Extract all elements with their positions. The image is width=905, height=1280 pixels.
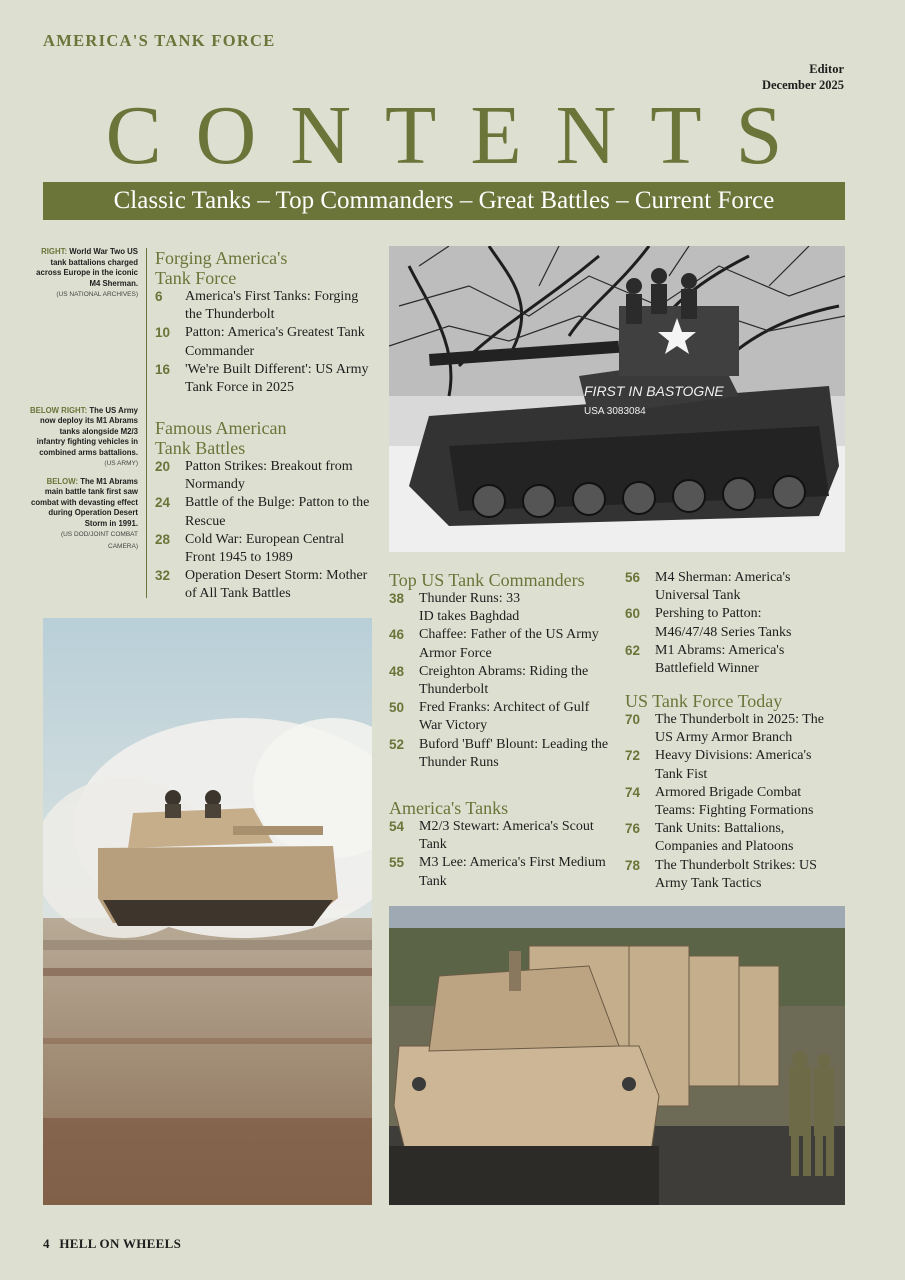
page-number: 72 (625, 748, 641, 764)
entry-title: Buford 'Buff' Blount: Leading the Thunder Runs (419, 736, 609, 770)
section-title: US Tank Force Today (625, 691, 783, 711)
page-number: 10 (155, 325, 171, 341)
toc-entry[interactable] (389, 699, 615, 735)
toc-entry[interactable] (625, 857, 840, 893)
caption-credit: (US NATIONAL ARCHIVES) (56, 291, 138, 298)
entry-title: Heavy Divisions: America's Tank Fist (655, 748, 812, 782)
toc-entry[interactable] (625, 642, 840, 678)
page-number: 62 (625, 642, 641, 658)
entry-title: M3 Lee: America's First Medium Tank (419, 855, 606, 889)
caption-abrams (30, 477, 138, 553)
toc-entry[interactable] (389, 626, 615, 662)
hull-slogan-text: FIRST IN BASTOGNE (584, 383, 724, 399)
entry-title: Creighton Abrams: Riding the Thunderbolt (419, 663, 589, 698)
toc-entry[interactable] (625, 820, 840, 856)
section-today (625, 691, 840, 893)
toc-entry[interactable] (389, 590, 615, 626)
section-title: Forging America's Tank Force (155, 248, 288, 288)
caption-text: The US Army now deploy its M1 Abrams tanks alongside M2/3 infantry fighting vehicles in combined arms battalions. (36, 405, 139, 457)
footer-publication: HELL ON WHEELS (59, 1236, 182, 1251)
section-forging (155, 248, 377, 397)
caption-divider (146, 248, 147, 598)
entry-title: M1 Abrams: America's Battlefield Winner (655, 642, 785, 677)
page-number: 70 (625, 712, 641, 727)
section-title: Famous American Tank Battles (155, 418, 287, 458)
entry-title: 'We're Built Different': US Army Tank Force in 2025 (185, 361, 369, 396)
toc-entry[interactable] (389, 736, 615, 772)
running-head: AMERICA'S TANK FORCE (43, 31, 276, 50)
page-number: 38 (389, 591, 405, 606)
hull-number-text: USA 3083084 (584, 406, 646, 417)
toc-entry[interactable] (155, 288, 377, 324)
page-number: 6 (155, 289, 163, 304)
entry-title: M2/3 Stewart: America's Scout Tank (419, 819, 594, 853)
issue-date: December 2025 (761, 78, 844, 92)
photo-captions (30, 247, 138, 559)
abrams-photo (43, 618, 372, 1205)
page-number: 76 (625, 821, 641, 837)
sherman-photo (389, 246, 845, 552)
caption-bradleys (30, 406, 138, 470)
toc-entry[interactable] (155, 567, 377, 603)
page-number: 78 (625, 857, 641, 873)
entry-title: The Thunderbolt in 2025: The US Army Armor Branch (655, 712, 825, 746)
toc-entry[interactable] (389, 663, 615, 699)
caption-tag: RIGHT: (41, 247, 68, 256)
page-title: CONTENTS (105, 89, 817, 182)
entry-title: America's First Tanks: Forging the Thunderbolt (185, 289, 359, 323)
toc-entry[interactable] (625, 569, 840, 605)
entry-title: Patton: America's Greatest Tank Commander (185, 325, 365, 359)
toc-entry[interactable] (389, 854, 615, 890)
entry-title: Thunder Runs: 33 ID takes Baghdad (419, 591, 521, 625)
toc-entry[interactable] (155, 324, 377, 360)
caption-tag: BELOW RIGHT: (30, 405, 88, 415)
page-number: 55 (389, 855, 405, 871)
page-number: 60 (625, 606, 641, 622)
page-number: 48 (389, 663, 405, 679)
entry-title: Chaffee: Father of the US Army Armor Force (419, 627, 599, 661)
toc-entry[interactable] (625, 711, 840, 747)
section-title: Top US Tank Commanders (389, 570, 585, 590)
entry-title: Cold War: European Central Front 1945 to 1989 (185, 531, 345, 566)
page-number: 16 (155, 361, 171, 377)
caption-text: The M1 Abrams main battle tank first saw combat with devasting effect during Operation Desert Storm in 1991. (30, 476, 138, 528)
caption-sherman (30, 247, 138, 301)
entry-title: The Thunderbolt Strikes: US Army Tank Tactics (655, 857, 817, 891)
page-number: 20 (155, 459, 171, 474)
toc-entry[interactable] (155, 494, 377, 530)
page-number: 74 (625, 784, 641, 800)
page-number: 28 (155, 531, 171, 547)
page-number: 24 (155, 495, 171, 511)
toc-entry[interactable] (625, 747, 840, 783)
page-number: 54 (389, 819, 405, 834)
toc-entry[interactable] (155, 361, 377, 397)
toc-entry[interactable] (155, 458, 377, 494)
section-tanks-continued (625, 569, 840, 678)
entry-title: Operation Desert Storm: Mother of All Tank Battles (185, 568, 368, 602)
entry-title: Tank Units: Battalions, Companies and Platoons (655, 821, 794, 855)
bradley-photo (389, 906, 845, 1205)
page-number: 50 (389, 700, 405, 716)
caption-text: World War Two US tank battalions charged across Europe in the iconic M4 Sherman. (36, 247, 138, 288)
entry-title: Armored Brigade Combat Teams: Fighting Formations (655, 784, 814, 819)
title-banner: Classic Tanks – Top Commanders – Great Battles – Current Force (43, 182, 845, 220)
toc-entry[interactable] (625, 605, 840, 641)
toc-entry[interactable] (625, 784, 840, 820)
section-title: America's Tanks (389, 798, 509, 818)
toc-entry[interactable] (155, 531, 377, 567)
section-battles (155, 418, 377, 604)
entry-title: Battle of the Bulge: Patton to the Rescue (185, 495, 370, 529)
page-number: 46 (389, 627, 405, 643)
entry-title: Patton Strikes: Breakout from Normandy (185, 459, 353, 493)
entry-title: M4 Sherman: America's Universal Tank (655, 570, 791, 604)
editor-label: Editor (809, 62, 844, 76)
caption-credit: (US ARMY) (104, 460, 138, 467)
toc-entry[interactable] (389, 818, 615, 854)
footer-page-number: 4 (43, 1236, 50, 1251)
entry-title: Fred Franks: Architect of Gulf War Victory (419, 700, 590, 734)
page-footer (43, 1236, 181, 1252)
section-commanders (389, 570, 615, 772)
section-tanks (389, 798, 615, 891)
entry-title: Pershing to Patton: M46/47/48 Series Tanks (655, 606, 792, 640)
page-number: 32 (155, 568, 171, 584)
caption-tag: BELOW: (46, 476, 79, 486)
page-number: 52 (389, 736, 405, 752)
caption-credit: (US DOD/JOINT COMBAT CAMERA) (60, 531, 138, 550)
page-number: 56 (625, 570, 641, 585)
